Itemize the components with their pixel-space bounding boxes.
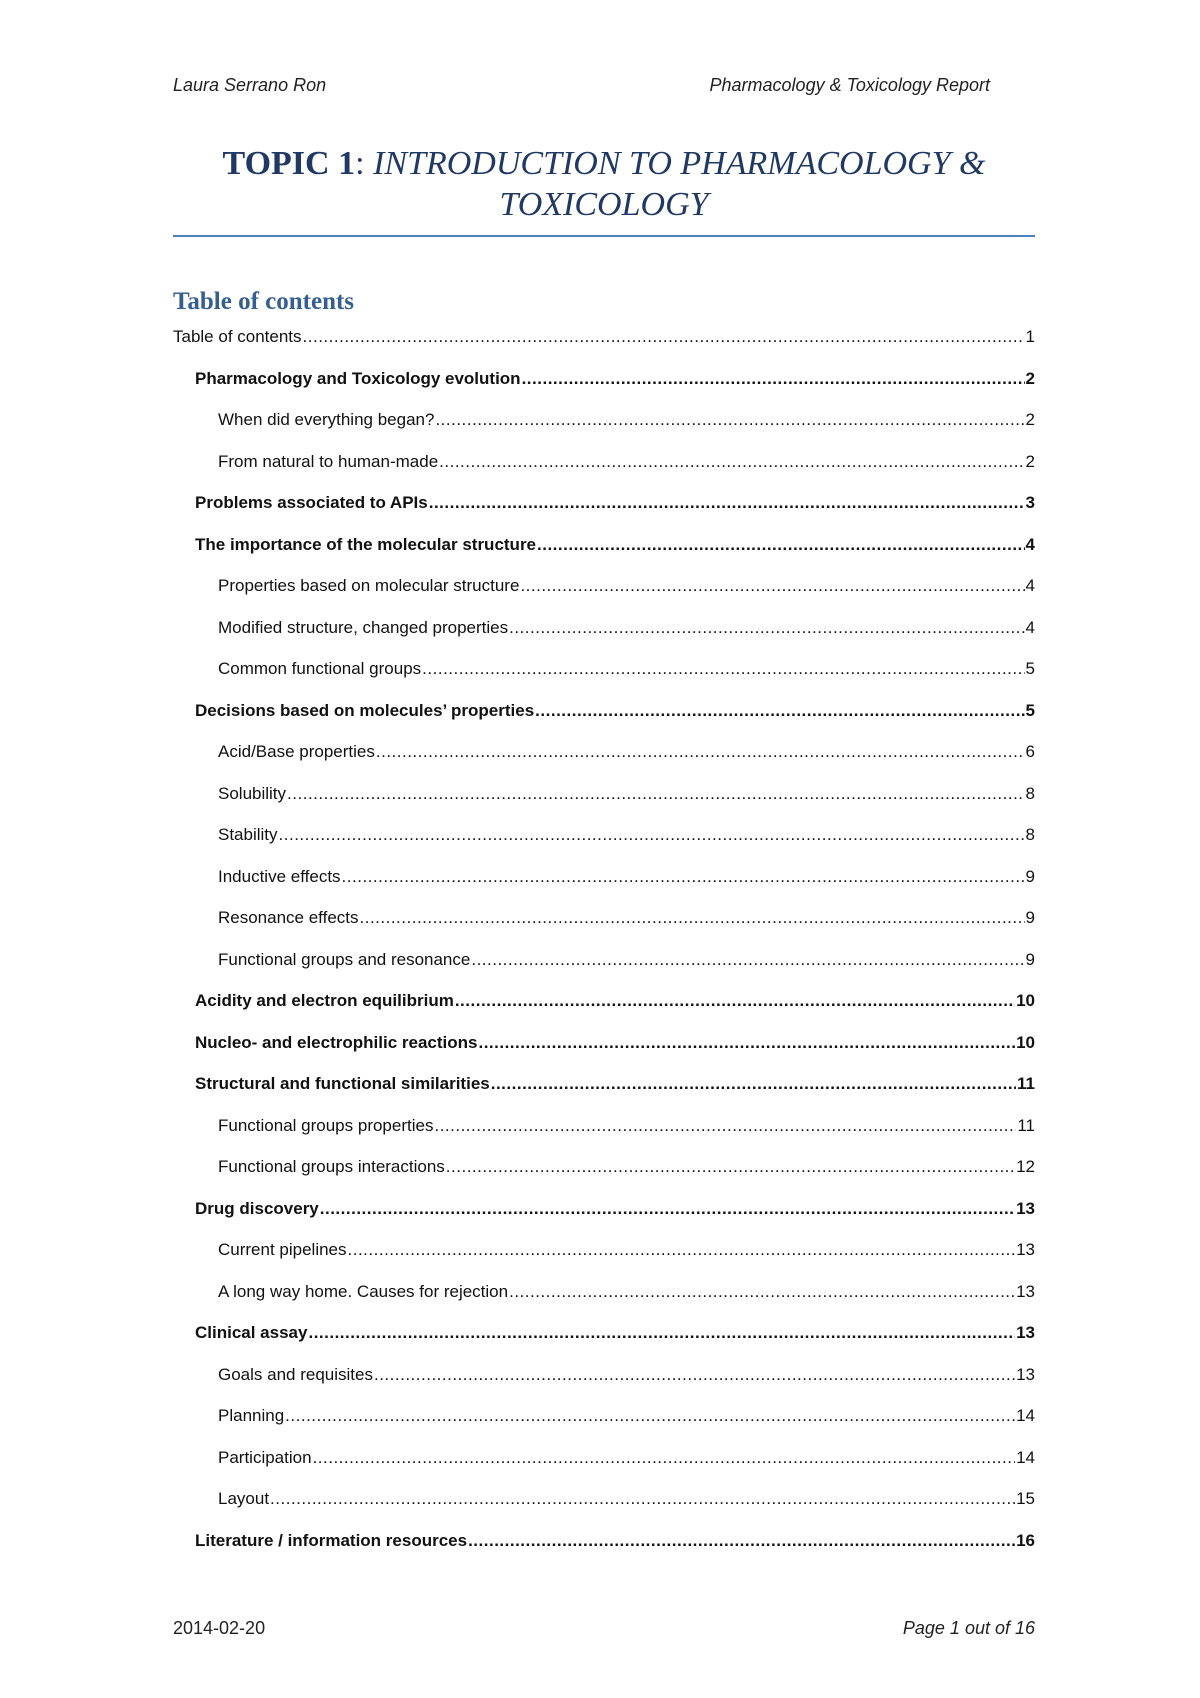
toc-leader-dots	[429, 489, 1025, 517]
toc-entry[interactable]	[173, 1361, 1035, 1403]
toc-entry-label: Decisions based on molecules’ properties	[195, 700, 535, 720]
toc-entry-page: 9	[1025, 866, 1035, 886]
toc-entry[interactable]	[173, 448, 1035, 490]
header-report-title: Pharmacology & Toxicology Report	[709, 75, 990, 95]
footer-date: 2014-02-20	[173, 1618, 266, 1638]
title-line1: INTRODUCTION TO PHARMACOLOGY &	[373, 145, 986, 182]
toc-entry[interactable]	[173, 406, 1035, 448]
toc-entry-label: From natural to human-made	[218, 451, 439, 471]
toc-entry-page: 2	[1025, 368, 1035, 388]
toc-entry-label: Stability	[218, 825, 278, 844]
toc-leader-dots	[279, 821, 1025, 849]
toc-leader-dots	[522, 365, 1025, 393]
toc-leader-dots	[342, 863, 1025, 891]
toc-entry[interactable]	[173, 987, 1035, 1029]
toc-entry-label: Properties based on molecular structure	[218, 576, 520, 595]
toc-entry-page: 13	[1016, 1364, 1035, 1384]
toc-entry-page: 11	[1017, 1115, 1035, 1135]
toc-leader-dots	[287, 780, 1024, 808]
toc-leader-dots	[439, 448, 1024, 476]
toc-entry[interactable]	[173, 1195, 1035, 1237]
toc-entry[interactable]	[173, 531, 1035, 573]
toc-leader-dots	[348, 1236, 1016, 1264]
toc-entry-page: 11	[1017, 1074, 1035, 1093]
toc-leader-dots	[435, 406, 1024, 434]
toc-heading: Table of contents	[173, 288, 355, 315]
toc-leader-dots	[376, 738, 1025, 766]
toc-entry-page: 10	[1016, 991, 1035, 1010]
toc-leader-dots	[303, 323, 1025, 351]
toc-entry-page: 12	[1016, 1157, 1035, 1176]
toc-leader-dots	[471, 946, 1024, 974]
toc-entry-label: Structural and functional similarities	[195, 1074, 490, 1093]
toc-entry-label: Current pipelines	[218, 1240, 347, 1259]
title-divider	[173, 235, 1035, 237]
toc-entry[interactable]	[173, 365, 1035, 407]
toc-entry-page: 13	[1016, 1281, 1035, 1301]
toc-entry-page: 14	[1016, 1406, 1035, 1425]
toc-entry[interactable]	[173, 1485, 1035, 1527]
toc-entry-label: Functional groups properties	[218, 1115, 434, 1135]
toc-entry-page: 4	[1025, 534, 1035, 554]
toc-entry-label: Planning	[218, 1406, 285, 1425]
toc-entry-page: 9	[1025, 908, 1035, 927]
title-prefix: TOPIC 1	[222, 145, 356, 182]
toc-leader-dots	[374, 1361, 1015, 1389]
toc-entry-label: Clinical assay	[195, 1323, 308, 1342]
toc-entry-page: 6	[1025, 742, 1035, 761]
header-author: Laura Serrano Ron	[173, 75, 327, 95]
toc-entry[interactable]	[173, 1112, 1035, 1154]
toc-entry[interactable]	[173, 780, 1035, 822]
toc-entry-label: The importance of the molecular structure	[195, 534, 537, 554]
toc-entry-page: 10	[1016, 1032, 1035, 1052]
toc-entry[interactable]	[173, 863, 1035, 905]
toc-entry[interactable]	[173, 946, 1035, 988]
toc-leader-dots	[509, 614, 1024, 642]
toc-entry[interactable]	[173, 1029, 1035, 1071]
toc-entry-label: Common functional groups	[218, 659, 422, 678]
toc-leader-dots	[535, 697, 1024, 725]
toc-entry-label: Functional groups and resonance	[218, 949, 471, 969]
toc-leader-dots	[455, 987, 1015, 1015]
toc-entry[interactable]	[173, 572, 1035, 614]
toc-leader-dots	[313, 1444, 1016, 1472]
toc-leader-dots	[360, 904, 1025, 932]
toc-entry[interactable]	[173, 1527, 1035, 1569]
title-line2: TOXICOLOGY	[499, 186, 709, 223]
toc-entry-page: 5	[1025, 700, 1035, 720]
toc-entry-page: 13	[1016, 1240, 1035, 1259]
toc-entry-label: When did everything began?	[218, 410, 435, 429]
toc-entry[interactable]	[173, 1319, 1035, 1361]
toc-leader-dots	[509, 1278, 1015, 1306]
toc-entry-page: 2	[1025, 451, 1035, 471]
toc-entry-page: 14	[1016, 1447, 1035, 1467]
toc-entry[interactable]	[173, 655, 1035, 697]
toc-entry[interactable]	[173, 697, 1035, 739]
toc-entry-label: Table of contents	[173, 327, 302, 346]
toc-leader-dots	[537, 531, 1025, 559]
toc-leader-dots	[422, 655, 1024, 683]
toc-list	[173, 323, 1035, 1568]
toc-entry-label: Resonance effects	[218, 908, 359, 927]
toc-leader-dots	[434, 1112, 1016, 1140]
toc-entry[interactable]	[173, 614, 1035, 656]
toc-entry-label: Inductive effects	[218, 866, 341, 886]
title-separator: :	[355, 145, 374, 182]
toc-entry[interactable]	[173, 738, 1035, 780]
toc-entry-page: 8	[1025, 783, 1035, 803]
toc-entry-label: Literature / information resources	[195, 1530, 468, 1550]
toc-entry[interactable]	[173, 821, 1035, 863]
toc-leader-dots	[478, 1029, 1015, 1057]
toc-entry-page: 9	[1025, 949, 1035, 969]
toc-entry-page: 4	[1025, 576, 1035, 595]
toc-leader-dots	[491, 1070, 1016, 1098]
toc-entry-page: 15	[1016, 1489, 1035, 1508]
toc-entry[interactable]	[173, 1153, 1035, 1195]
toc-leader-dots	[468, 1527, 1015, 1555]
toc-entry-label: Drug discovery	[195, 1198, 319, 1218]
toc-entry-label: Modified structure, changed properties	[218, 617, 509, 637]
toc-entry[interactable]	[173, 1070, 1035, 1112]
document-title	[173, 143, 1035, 225]
toc-entry-label: Functional groups interactions	[218, 1157, 445, 1176]
toc-entry-page: 3	[1025, 493, 1035, 512]
toc-entry-label: Goals and requisites	[218, 1364, 373, 1384]
toc-entry-page: 1	[1025, 327, 1035, 346]
toc-leader-dots	[285, 1402, 1015, 1430]
toc-leader-dots	[446, 1153, 1015, 1181]
toc-entry[interactable]	[173, 1402, 1035, 1444]
toc-leader-dots	[308, 1319, 1015, 1347]
toc-entry[interactable]	[173, 1236, 1035, 1278]
toc-entry[interactable]	[173, 489, 1035, 531]
toc-entry-label: Pharmacology and Toxicology evolution	[195, 368, 521, 388]
toc-entry[interactable]	[173, 1278, 1035, 1320]
toc-entry-label: Solubility	[218, 783, 287, 803]
toc-entry-label: Acidity and electron equilibrium	[195, 991, 454, 1010]
toc-entry-page: 4	[1025, 617, 1035, 637]
toc-entry-label: Participation	[218, 1447, 312, 1467]
toc-entry-page: 16	[1016, 1530, 1035, 1550]
toc-entry[interactable]	[173, 904, 1035, 946]
toc-entry[interactable]	[173, 323, 1035, 365]
footer-page-info: Page 1 out of 16	[902, 1618, 1035, 1638]
toc-leader-dots	[520, 572, 1024, 600]
toc-entry-label: Acid/Base properties	[218, 742, 375, 761]
toc-entry-label: Nucleo- and electrophilic reactions	[195, 1032, 478, 1052]
toc-entry-page: 5	[1025, 659, 1035, 678]
toc-entry-label: A long way home. Causes for rejection	[218, 1281, 509, 1301]
toc-leader-dots	[320, 1195, 1015, 1223]
toc-entry-page: 13	[1016, 1198, 1035, 1218]
toc-leader-dots	[270, 1485, 1015, 1513]
toc-entry[interactable]	[173, 1444, 1035, 1486]
toc-entry-label: Layout	[218, 1489, 270, 1508]
toc-entry-page: 8	[1025, 825, 1035, 844]
toc-entry-page: 13	[1016, 1323, 1035, 1342]
toc-entry-page: 2	[1025, 410, 1035, 429]
toc-entry-label: Problems associated to APIs	[195, 493, 428, 512]
